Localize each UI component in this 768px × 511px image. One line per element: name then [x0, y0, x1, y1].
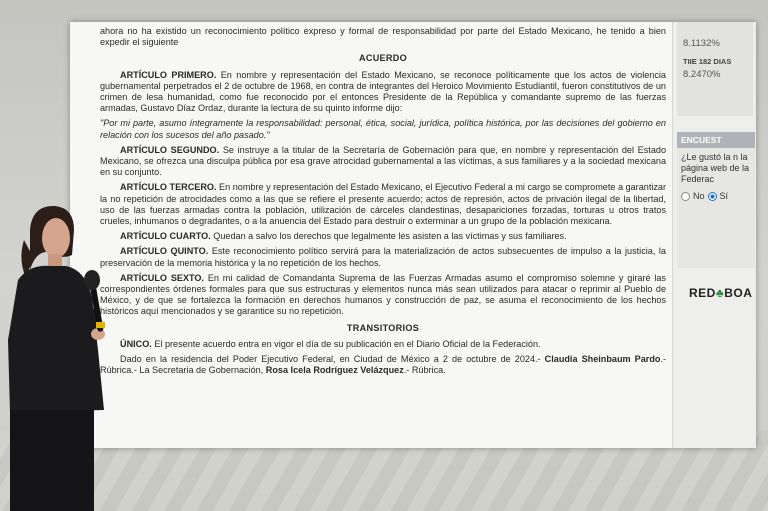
- article-2-text: Se instruye a la titular de la Secretaría de Gobernación para que, en nombre y representación del Estado Mexicano, se ofrezca una disculpa pública por esa grave atrocidad gubernamental a las víctimas, a sus familiares y a la sociedad mexicana en su conjunto.: [100, 144, 666, 178]
- intro-line-2: bien expedir el siguiente: [100, 26, 666, 48]
- article-2: [100, 145, 666, 179]
- signature-block: [100, 354, 666, 376]
- article-5-label: ARTÍCULO QUINTO.: [120, 246, 209, 257]
- article-5: [100, 246, 666, 268]
- survey-title: ENCUEST: [677, 132, 755, 148]
- rates-box: [677, 22, 753, 116]
- intro-line-1: ahora no ha existido un reconocimiento político expreso y formal de responsabilidad por parte del Estado Mexicano, he tenido a: [100, 26, 645, 36]
- heading-acuerdo: ACUERDO: [358, 53, 408, 64]
- dado-text: Dado en la residencia del Poder Ejecutivo Federal, en Ciudad de México a 2 de octubre de 2024.-: [120, 354, 541, 365]
- signer-1: Claudia Sheinbaum Pardo: [540, 354, 661, 365]
- doc-intro: [100, 26, 666, 48]
- speaker-figure: [0, 200, 120, 511]
- survey-question: ¿Le gustó la n la página web de la Federac: [681, 152, 750, 184]
- article-3-text: En nombre y representación del Estado Mexicano, el Ejecutivo Federal a mi cargo se compromete a garantizar la no repetición de atrocidades como a las que se refiere el presente acuerdo; actos de represión, actos de privación ilegal de la libertad, uso de las fuerzas armadas contra la población, utilización de cárceles clandestinas, desapariciones forzadas, torturas u otros tratos crueles, inhumanos o degradantes, o a la anuencia del Estado para destruir o exterminar a un grupo de la población mexicana.: [100, 182, 667, 227]
- document-page: [70, 22, 672, 448]
- article-4-label: ARTÍCULO CUARTO.: [120, 231, 211, 242]
- microphone-band: [96, 322, 105, 328]
- projection-screen: [70, 22, 756, 448]
- option-no-label: No: [693, 191, 705, 201]
- face: [42, 218, 70, 258]
- unico: [100, 339, 666, 350]
- unico-label: ÚNICO.: [120, 338, 152, 349]
- quote: "Por mi parte, asumo íntegramente la responsabilidad: personal, ética, social, jurídica, política histórica, por las decisiones del gobierno en relación con los sucesos del año pasado.": [100, 118, 666, 140]
- rate-1-value: 8.1132%: [683, 38, 720, 49]
- logo-leaf-icon: ♣: [715, 286, 725, 300]
- unico-text: El presente acuerdo entra en vigor el día de su publicación en el Diario Oficial de la Federación.: [151, 338, 541, 349]
- rubrica-1: .- Rúbrica.- La Secretaria de Gobernación,: [100, 354, 667, 376]
- skirt: [10, 410, 94, 511]
- survey-options: [677, 189, 755, 203]
- radio-no[interactable]: [681, 192, 690, 201]
- rubrica-2: .- Rúbrica.: [403, 365, 446, 376]
- radio-si[interactable]: [708, 192, 717, 201]
- signer-2: Rosa Icela Rodríguez Velázquez: [265, 365, 404, 376]
- article-6: [100, 273, 666, 318]
- rate-2-value: 8.2470%: [683, 69, 721, 80]
- article-5-text: Este reconocimiento político servirá para la materialización de actos subsecuentes de impulso a la justicia, la preservación de la memoria histórica y la no repetición de los hechos.: [100, 246, 666, 268]
- survey-widget: [677, 132, 755, 268]
- option-si-label: Sí: [719, 191, 729, 201]
- redboa-logo: [689, 286, 752, 300]
- article-3: [100, 182, 666, 227]
- article-4-text: Quedan a salvo los derechos que legalmente les asisten a las víctimas y sus familiares.: [210, 231, 567, 242]
- article-6-text: En mi calidad de Comandanta Suprema de las Fuerzas Armadas asumo el compromiso solemne y giraré las correspondientes órdenes formales para que sus estructuras y elementos nunca más sean utilizados para atacar o reprimir al Pueblo de México, y de que se fortalezca la formación en derechos humanos y construcción de paz, se asuma el reconocimiento de los hechos históricos aquí mencionados y se garantice su no repetición.: [100, 272, 666, 317]
- article-1-label: ARTÍCULO PRIMERO.: [120, 69, 217, 80]
- article-3-label: ARTÍCULO TERCERO.: [120, 182, 217, 193]
- article-6-label: ARTÍCULO SEXTO.: [120, 272, 204, 283]
- website-sidebar: [672, 22, 756, 448]
- article-1-text: En nombre y representación del Estado Mexicano, se reconoce políticamente que los actos de violencia gubernamental perpetrados el 2 de octubre de 1968, en contra de integrantes del Heroico Movimiento Estudiantil, fueron constitutivos de un crimen de lesa humanidad, como fue reconocido por el entonces Presidente de la República y comandante supremo de las fuerzas armadas, Gustavo Díaz Ordaz, durante la lectura de su quinto informe dijo:: [100, 69, 666, 114]
- rate-2-label: TIIE 182 DIAS: [683, 57, 732, 66]
- article-2-label: ARTÍCULO SEGUNDO.: [120, 144, 220, 155]
- microphone-head: [84, 270, 100, 290]
- logo-part-1: RED: [689, 286, 716, 300]
- article-1: [100, 70, 666, 115]
- logo-part-2: BOA: [724, 286, 753, 300]
- heading-transitorios: TRANSITORIOS: [346, 322, 420, 333]
- article-4: [100, 231, 666, 242]
